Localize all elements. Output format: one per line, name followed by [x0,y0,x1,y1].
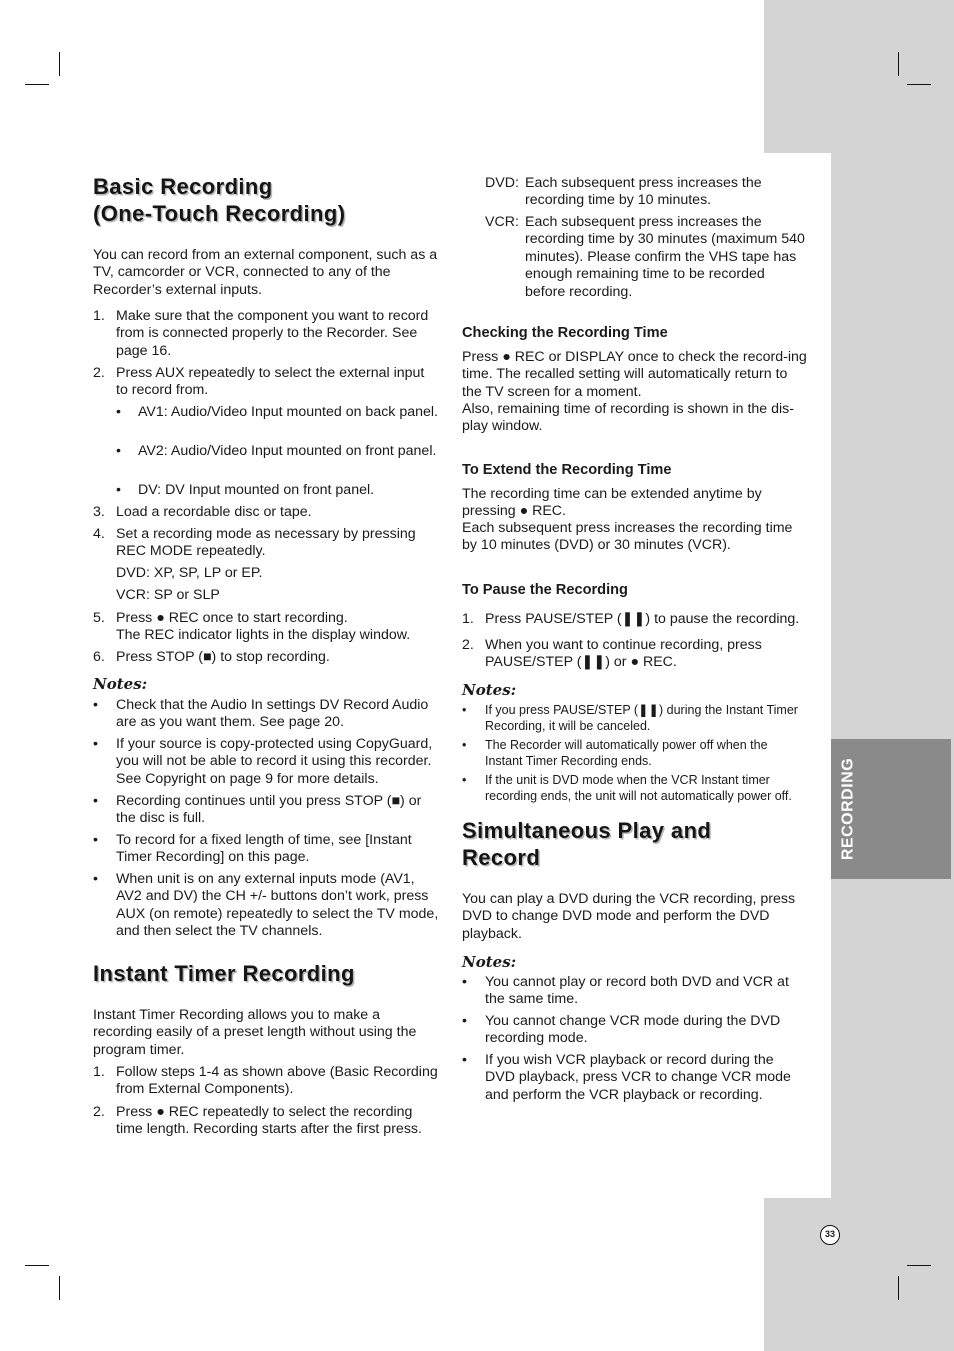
note-item [93,832,439,867]
step-item [93,649,439,666]
extend-text: The recording time can be extended anytime by pressing ● REC. [462,486,762,520]
crop-mark [59,52,60,76]
step-item [93,1104,439,1139]
step-number: 4. [93,526,105,542]
simul-intro: You can play a DVD during the VCR recording, press DVD to change DVD mode and perform the DVD playback. [462,891,796,942]
bullet-icon: • [462,974,467,990]
instant-timer-title: Instant Timer Recording [93,961,355,986]
page-number: 33 [820,1225,840,1245]
bullet-icon: • [462,1013,467,1029]
step-item [93,308,439,360]
note-item [93,697,439,732]
bullet-icon: • [462,773,467,787]
basic-recording-title [93,173,345,227]
step-number: 1. [93,1064,105,1080]
step-item [93,365,439,400]
extend-heading: To Extend the Recording Time [462,462,672,478]
crop-mark [25,1265,49,1266]
step-number: 2. [93,1104,105,1120]
step-number: 5. [93,610,105,626]
note-item [462,773,807,804]
crop-mark [907,1265,931,1266]
simul-title-line1: Simultaneous Play and [462,818,712,843]
note-item [462,1052,807,1104]
mode-label: DVD: [116,565,150,581]
step-number: 3. [93,504,105,520]
note-item [462,1013,807,1048]
note-text: If you press PAUSE/STEP (❚❚) during the Instant Timer Recording, it will be canceled. [485,703,798,733]
input-option [93,404,439,421]
step-text: When you want to continue recording, press PAUSE/STEP (❚❚) or ● REC. [485,637,762,671]
notes-heading: Notes: [462,681,517,699]
basic-title-line1: Basic Recording [93,174,273,199]
simultaneous-title [462,817,711,871]
bullet-icon: • [93,697,98,713]
mode-text: SP or SLP [153,587,220,603]
input-option [93,482,439,499]
margin-band-bottom [764,1198,954,1351]
bullet-icon: • [462,1052,467,1068]
checking-text: Press ● REC or DISPLAY once to check the record-ing time. The recalled setting will automatically return to the TV screen for a moment. [462,349,807,400]
increment-line [485,214,807,304]
bullet-icon: • [116,443,121,459]
note-text: Recording continues until you press STOP (■) or the disc is full. [116,793,422,827]
note-text: If your source is copy-protected using CopyGuard, you will not be able to record it using this recorder. See Copyright on page 9 for more details. [116,736,433,787]
crop-mark [898,1276,899,1300]
increment-line [485,175,807,215]
step-number: 6. [93,649,105,665]
extend-text-2: Each subsequent press increases the recording time by 10 minutes (DVD) or 30 minutes (VCR). [462,520,793,554]
step-text: Press ● REC repeatedly to select the recording time length. Recording starts after the first press. [116,1104,422,1138]
input-option [93,443,439,460]
checking-text-2: Also, remaining time of recording is shown in the dis-play window. [462,401,794,435]
bullet-icon: • [93,793,98,809]
note-text: The Recorder will automatically power off when the Instant Timer Recording ends. [485,738,768,768]
note-item [93,793,439,828]
step-text-continued: The REC indicator lights in the display window. [116,627,411,644]
pause-heading: To Pause the Recording [462,582,628,598]
increment-label: VCR: [485,214,519,230]
note-item [93,736,439,788]
step-text: Follow steps 1-4 as shown above (Basic Recording from External Components). [116,1064,438,1098]
margin-band-right [831,153,954,1198]
bullet-icon: • [462,738,467,752]
note-item [93,871,439,941]
step-item [93,1064,439,1099]
step-item [93,610,439,645]
note-text: You cannot change VCR mode during the DVD recording mode. [485,1013,781,1047]
note-item [462,703,807,734]
increment-text: Each subsequent press increases the recording time by 10 minutes. [525,175,762,209]
increment-label: DVD: [485,175,519,191]
step-number: 2. [462,637,474,653]
note-item [462,974,807,1009]
note-item [462,738,807,769]
bullet-icon: • [462,703,467,717]
bullet-icon: • [93,871,98,887]
note-text: If the unit is DVD mode when the VCR Instant timer recording ends, the unit will not automatically power off. [485,773,792,803]
mode-line [93,587,439,604]
bullet-icon: • [116,482,121,498]
crop-mark [25,84,49,85]
input-option-text: AV2: Audio/Video Input mounted on front panel. [138,443,437,459]
increment-text: Each subsequent press increases the recording time by 30 minutes (maximum 540 minutes). Please confirm the VHS tape has enough remaining time to be recorded before recording. [525,214,805,300]
step-text: Load a recordable disc or tape. [116,504,312,520]
simul-title-line2: Record [462,845,541,870]
step-item [93,526,439,561]
notes-heading: Notes: [93,675,148,693]
input-option-text: DV: DV Input mounted on front panel. [138,482,375,498]
step-text: Set a recording mode as necessary by pressing REC MODE repeatedly. [116,526,416,560]
step-text: Press AUX repeatedly to select the external input to record from. [116,365,425,399]
crop-mark [898,52,899,76]
crop-mark [59,1276,60,1300]
basic-title-line2: (One-Touch Recording) [93,201,346,226]
mode-line [93,565,439,582]
step-text: Make sure that the component you want to record from is connected properly to the Recorder. See page 16. [116,308,429,359]
step-text: Press PAUSE/STEP (❚❚) to pause the recording. [485,611,800,627]
mode-text: XP, SP, LP or EP. [153,565,263,581]
step-text: Press STOP (■) to stop recording. [116,649,330,665]
instant-intro: Instant Timer Recording allows you to make a recording easily of a preset length without using the program timer. [93,1007,417,1058]
note-text: If you wish VCR playback or record during the DVD playback, press VCR to change VCR mode and perform the VCR playback or recording. [485,1052,791,1103]
basic-intro: You can record from an external component, such as a TV, camcorder or VCR, connected to any of the Recorder’s external inputs. [93,247,438,298]
step-item [462,637,807,672]
step-item [93,504,439,521]
crop-mark [907,84,931,85]
step-number: 2. [93,365,105,381]
note-text: To record for a fixed length of time, see [Instant Timer Recording] on this page. [116,832,412,866]
bullet-icon: • [93,736,98,752]
note-text: Check that the Audio In settings DV Record Audio are as you want them. See page 20. [116,697,429,731]
mode-label: VCR: [116,587,150,603]
notes-heading: Notes: [462,953,517,971]
checking-heading: Checking the Recording Time [462,325,668,341]
margin-band-top [764,0,954,153]
note-text: You cannot play or record both DVD and VCR at the same time. [485,974,789,1008]
input-option-text: AV1: Audio/Video Input mounted on back panel. [138,404,439,420]
bullet-icon: • [116,404,121,420]
bullet-icon: • [93,832,98,848]
step-text: Press ● REC once to start recording. [116,610,348,626]
section-tab-label: RECORDING [839,757,857,861]
note-text: When unit is on any external inputs mode (AV1, AV2 and DV) the CH +/- buttons don’t work, press AUX (on remote) repeatedly to select the TV mode, and then select the TV channels. [116,871,439,940]
step-number: 1. [93,308,105,324]
step-item [462,611,807,628]
step-number: 1. [462,611,474,627]
